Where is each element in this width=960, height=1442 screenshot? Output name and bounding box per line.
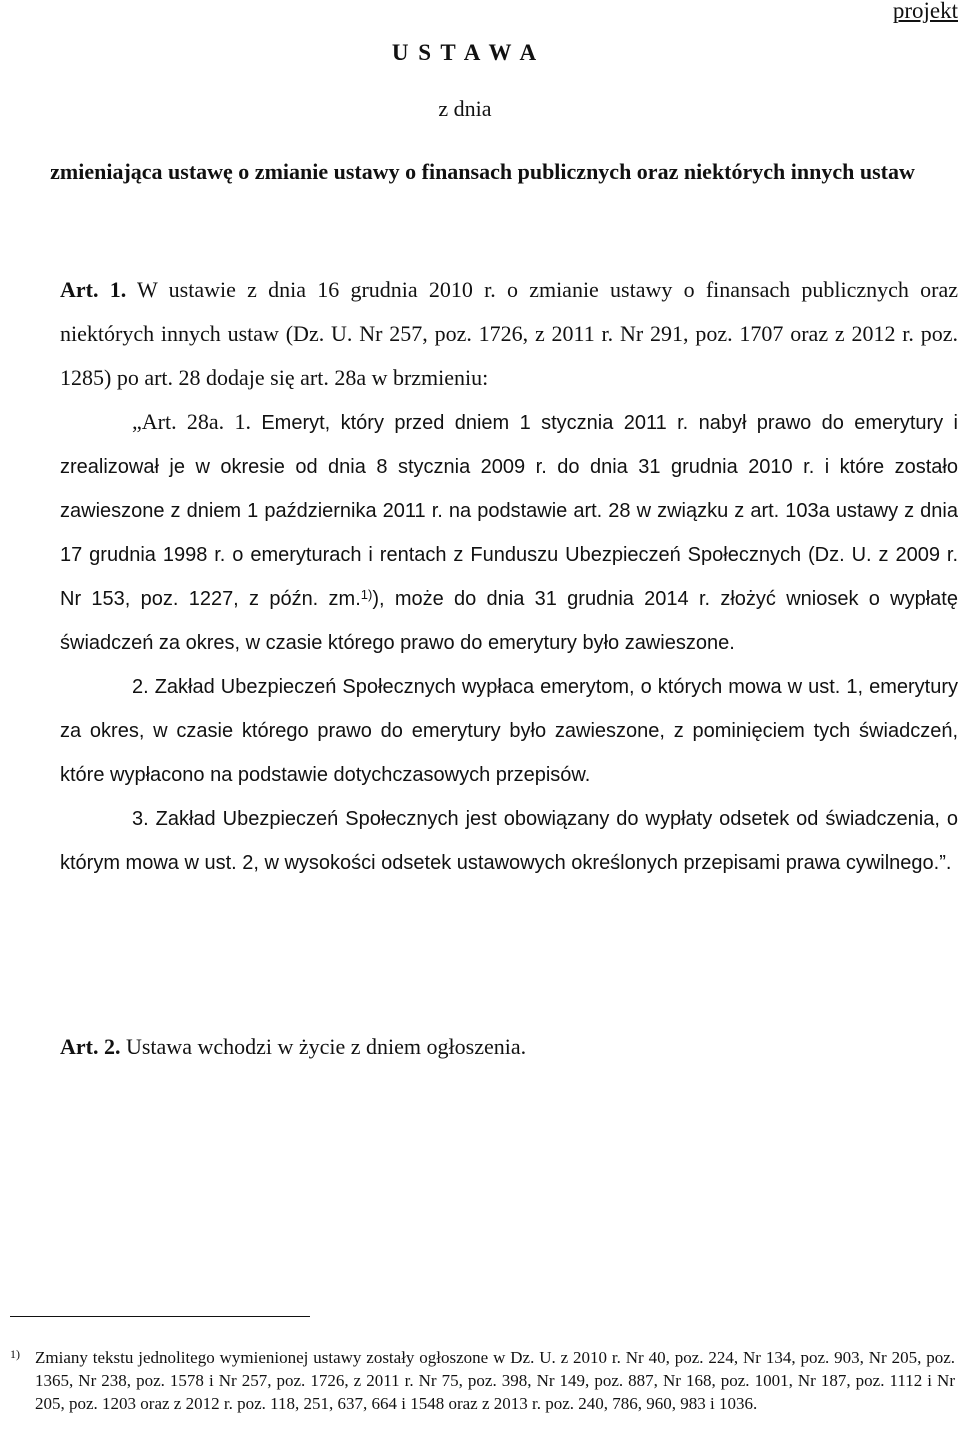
article-28a-paragraph-3: 3. Zakład Ubezpieczeń Społecznych jest obowiązany do wypłaty odsetek od świadczenia, o którym mowa w ust. 2, w wysokości odsetek ustawowych określonych przepisami prawa cywilnego.”.	[60, 808, 958, 874]
footnote	[10, 1346, 955, 1415]
draft-label: projekt	[892, 0, 958, 23]
footnote-reference: 1)	[360, 587, 373, 602]
document-date: z dnia	[438, 96, 492, 121]
document-subtitle: zmieniająca ustawę o zmianie ustawy o finansach publicznych oraz niektórych innych ustaw	[50, 159, 915, 184]
article-1-intro	[60, 268, 958, 400]
article-2	[60, 1025, 958, 1069]
footnote-divider	[10, 1316, 310, 1317]
article-28a-p1-text-b: ), może do dnia 31 grudnia 2014 r. złożyć wniosek o wypłatę świadczeń za okres, w czasie którego prawo do emerytury było zawieszone.	[60, 588, 958, 654]
article-28a-heading: „Art. 28a. 1.	[132, 409, 262, 434]
footnote-text: Zmiany tekstu jednolitego wymienionej ustawy zostały ogłoszone w Dz. U. z 2010 r. Nr 40, poz. 224, Nr 134, poz. 903, Nr 205, poz. 1365, Nr 238, poz. 1578 i Nr 257, poz. 1726, z 2011 r. Nr 75, poz. 398, Nr 149, poz. 887, Nr 168, poz. 1001, Nr 187, poz. 1112 i Nr 205, poz. 1203 oraz z 2012 r. poz. 118, 251, 637, 664 i 1548 oraz z 2013 r. poz. 240, 786, 960, 983 i 1036.	[35, 1348, 955, 1413]
document-title: U S T A W A	[391, 40, 539, 65]
article-1-intro-text: W ustawie z dnia 16 grudnia 2010 r. o zmianie ustawy o finansach publicznych oraz niektórych innych ustaw (Dz. U. Nr 257, poz. 1726, z 2011 r. Nr 291, poz. 1707 oraz z 2012 r. poz. 1285) po art. 28 dodaje się art. 28a w brzmieniu:	[60, 277, 958, 390]
article-2-body: Ustawa wchodzi w życie z dniem ogłoszenia.	[120, 1034, 527, 1059]
article-1-label: Art. 1.	[60, 277, 127, 302]
article-2-text	[60, 1025, 958, 1069]
article-28a-paragraph-2: 2. Zakład Ubezpieczeń Społecznych wypłaca emerytom, o których mowa w ust. 1, emerytury za okres, w czasie którego prawo do emerytury było zawieszone, z pominięciem tych świadczeń, które wypłacono na podstawie dotychczasowych przepisów.	[60, 676, 958, 786]
article-28a-p1-text-a: Emeryt, który przed dniem 1 stycznia 2011 r. nabył prawo do emerytury i zrealizował je w okresie od dnia 8 stycznia 2009 r. do dnia 31 grudnia 2010 r. i które zostało zawieszone z dniem 1 października 2011 r. na podstawie art. 28 w związku z art. 103a ustawy z dnia 17 grudnia 1998 r. o emeryturach i rentach z Funduszu Ubezpieczeń Społecznych (Dz. U. z 2009 r. Nr 153, poz. 1227, z późn. zm.	[60, 412, 958, 610]
footnote-mark: 1)	[10, 1347, 20, 1361]
article-1	[60, 268, 958, 885]
article-28a-paragraph-1	[60, 400, 958, 665]
article-2-label: Art. 2.	[60, 1034, 121, 1059]
